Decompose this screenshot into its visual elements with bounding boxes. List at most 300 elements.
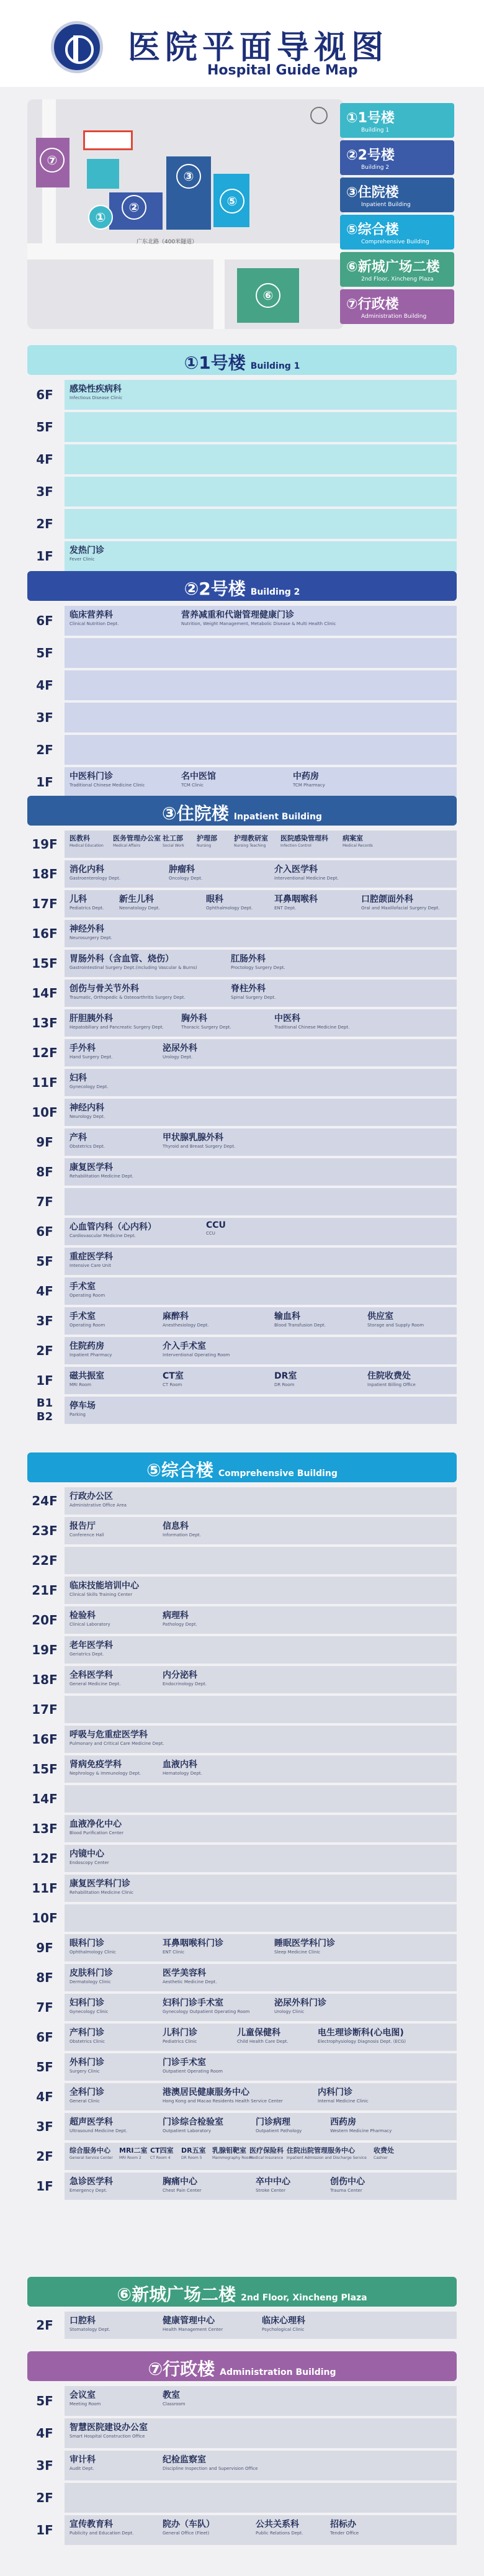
floor-bar <box>65 2053 457 2081</box>
floor-row <box>27 980 457 1007</box>
department-name: 外科门诊 <box>69 2058 104 2068</box>
department-name-en: Gastrointestinal Surgery Dept.(including Vascular & Burns) <box>69 965 197 970</box>
floor-row <box>27 703 457 732</box>
department-entry[interactable] <box>163 1310 209 1328</box>
department-name-en: Inpatient Admission and Discharge Service <box>287 2156 367 2160</box>
legend-item[interactable] <box>340 103 454 138</box>
department-entry[interactable] <box>163 1520 201 1538</box>
floor-row <box>27 638 457 668</box>
floor-bar <box>65 1367 457 1394</box>
department-entry[interactable] <box>163 2518 215 2536</box>
department-entry[interactable] <box>163 2389 186 2407</box>
legend-item[interactable] <box>340 252 454 287</box>
department-name: DR室 <box>274 1371 297 1381</box>
department-name: 教室 <box>163 2390 180 2400</box>
floor-label: 5F <box>36 646 53 660</box>
department-entry[interactable] <box>69 1937 116 1955</box>
department-entry[interactable] <box>181 770 216 788</box>
department-entry[interactable] <box>274 1012 349 1030</box>
department-entry[interactable] <box>330 2518 359 2536</box>
department-entry[interactable] <box>206 893 253 911</box>
floor-bar <box>65 1099 457 1126</box>
department-name: 病理科 <box>163 1611 189 1621</box>
badge-building-1: ① <box>88 205 113 230</box>
floor-label: 6F <box>36 387 53 402</box>
floor-row <box>27 1696 457 1723</box>
floor-row <box>27 2024 457 2051</box>
department-entry[interactable] <box>119 893 160 911</box>
section-subtitle: Building 1 <box>250 361 300 371</box>
floor-bar <box>65 2515 457 2545</box>
department-entry[interactable] <box>69 1520 104 1538</box>
floor-row <box>27 1755 457 1783</box>
floor-row <box>27 1815 457 1842</box>
floor-label: 8F <box>36 1970 53 1985</box>
department-name: 眼科门诊 <box>69 1939 104 1948</box>
department-entry[interactable] <box>330 2115 392 2133</box>
department-name: 审计科 <box>69 2455 96 2465</box>
department-entry[interactable] <box>150 2145 174 2160</box>
floor-label: 10F <box>32 1105 58 1120</box>
floor-bar <box>65 2173 457 2200</box>
department-entry[interactable] <box>374 2145 394 2160</box>
department-entry[interactable] <box>69 1877 133 1895</box>
department-entry[interactable] <box>69 1758 141 1776</box>
floor-row <box>27 2451 457 2480</box>
floor-bar <box>65 1158 457 1186</box>
department-name: MRI二室 <box>119 2146 148 2155</box>
floor-bar <box>65 2386 457 2416</box>
department-name-en: Anesthesiology Dept. <box>163 1323 209 1328</box>
department-name-en: Blood Purification Center <box>69 1831 124 1835</box>
department-entry[interactable] <box>163 1966 217 1984</box>
legend-item-sublabel: Comprehensive Building <box>361 239 429 245</box>
floor-label: 6F <box>36 2030 53 2045</box>
section-header[interactable] <box>27 345 457 375</box>
department-entry[interactable] <box>69 1280 105 1298</box>
department-entry[interactable] <box>69 1042 112 1060</box>
department-name: 临床营养科 <box>69 610 113 620</box>
department-entry[interactable] <box>293 770 325 788</box>
department-entry[interactable] <box>69 1579 139 1597</box>
department-entry[interactable] <box>280 833 328 848</box>
department-entry[interactable] <box>237 2026 289 2044</box>
department-entry[interactable] <box>69 2145 113 2160</box>
department-entry[interactable] <box>163 833 184 848</box>
legend-item[interactable] <box>340 140 454 175</box>
department-entry[interactable] <box>163 2056 223 2074</box>
department-entry[interactable] <box>163 1369 184 1387</box>
floor-bar <box>65 1964 457 1991</box>
department-entry[interactable] <box>163 2175 202 2193</box>
department-name: 急诊医学科 <box>69 2177 113 2187</box>
department-entry[interactable] <box>274 863 339 881</box>
floor-label: 5F <box>36 2060 53 2074</box>
floor-bar <box>65 1994 457 2021</box>
department-entry[interactable] <box>69 1161 133 1179</box>
department-entry[interactable] <box>69 2421 148 2439</box>
department-name: 呼吸与危重症医学科 <box>69 1730 148 1740</box>
department-name: 介入医学科 <box>274 865 318 875</box>
floor-bar <box>65 1726 457 1753</box>
department-name-en: Rehabilitation Medicine Dept. <box>69 1174 134 1179</box>
department-name-en: Outpatient Pathology <box>256 2128 302 2133</box>
department-entry[interactable] <box>343 833 373 848</box>
floor-label: 17F <box>32 896 58 911</box>
floor-row <box>27 1845 457 1872</box>
section-header[interactable] <box>27 571 457 601</box>
department-entry[interactable] <box>163 2086 283 2104</box>
department-entry[interactable] <box>113 833 161 848</box>
department-name-en: Neurology Dept. <box>69 1114 105 1119</box>
floor-bar <box>65 477 457 507</box>
department-entry[interactable] <box>274 1369 297 1387</box>
floor-row <box>27 2312 457 2339</box>
department-entry[interactable] <box>69 2389 101 2407</box>
department-entry[interactable] <box>361 893 440 911</box>
floor-label: 2F <box>36 516 53 531</box>
department-entry[interactable] <box>274 893 318 911</box>
floor-row <box>27 2173 457 2200</box>
floor-row <box>27 1666 457 1693</box>
legend-item-sublabel: Building 2 <box>361 164 390 171</box>
section-header[interactable] <box>27 2351 457 2381</box>
section-title: ⑦行政楼 <box>148 2359 215 2379</box>
floor-label: B1 B2 <box>36 1397 53 1423</box>
floor-bar <box>65 1039 457 1066</box>
department-name-en: Neonatology Dept. <box>119 906 160 911</box>
department-name: 血液内科 <box>163 1760 197 1770</box>
department-name: 健康管理中心 <box>163 2316 215 2326</box>
department-entry[interactable] <box>231 982 276 1000</box>
department-entry[interactable] <box>69 2086 104 2104</box>
floor-row <box>27 380 457 410</box>
department-entry[interactable] <box>163 1340 230 1358</box>
floor-bar <box>65 1577 457 1604</box>
floor-bar <box>65 1904 457 1932</box>
floor-row <box>27 1547 457 1574</box>
floor-row <box>27 1367 457 1394</box>
department-entry[interactable] <box>256 2518 303 2536</box>
department-entry[interactable] <box>212 2145 252 2160</box>
department-name-en: Thyroid and Breast Surgery Dept. <box>163 1144 236 1149</box>
floor-row <box>27 1875 457 1902</box>
department-entry[interactable] <box>274 1937 335 1955</box>
department-name-en: Meeting Room <box>69 2402 101 2407</box>
floor-row <box>27 1964 457 1991</box>
department-name-en: General Medicine Dept. <box>69 1682 121 1687</box>
department-name-en: Chest Pain Center <box>163 2188 202 2193</box>
department-name: 全科医学科 <box>69 1670 113 1680</box>
department-entry[interactable] <box>367 1369 416 1387</box>
department-name: 内科门诊 <box>318 2087 352 2097</box>
department-entry[interactable] <box>69 1101 105 1119</box>
department-entry[interactable] <box>318 2026 406 2044</box>
floor-label: 9F <box>36 1940 53 1955</box>
department-entry[interactable] <box>69 1012 164 1030</box>
department-entry[interactable] <box>69 1669 120 1687</box>
department-entry[interactable] <box>69 1817 123 1835</box>
logo-mark <box>73 35 78 61</box>
department-name-en: Aesthetic Medicine Dept. <box>163 1979 217 1984</box>
road-south <box>213 259 225 329</box>
road-main <box>27 243 344 259</box>
floor-bar <box>65 380 457 410</box>
section-header[interactable] <box>27 2277 457 2307</box>
badge-building-6: ⑥ <box>256 283 280 308</box>
department-name: 儿科 <box>69 894 87 904</box>
department-name-en: Storage and Supply Room <box>367 1323 424 1328</box>
floor-bar <box>65 1606 457 1634</box>
floor-label: 4F <box>36 678 53 693</box>
department-entry[interactable] <box>262 2314 305 2332</box>
legend-item[interactable] <box>340 178 454 212</box>
floor-bar <box>65 1397 457 1424</box>
floor-row <box>27 1307 457 1335</box>
legend-item-sublabel: 2nd Floor, Xincheng Plaza <box>361 276 434 282</box>
department-entry[interactable] <box>256 2175 290 2193</box>
floor-label: 19F <box>32 837 58 852</box>
department-name: 肛肠外科 <box>231 954 266 964</box>
department-entry[interactable] <box>69 1996 109 2014</box>
department-entry[interactable] <box>169 863 202 881</box>
department-name-en: Nursing Teaching <box>234 844 266 848</box>
department-name-en: Nursing <box>197 844 212 848</box>
department-entry[interactable] <box>69 893 104 911</box>
legend-item[interactable] <box>340 215 454 250</box>
department-name-en: Pathology Dept. <box>163 1622 197 1627</box>
floor-bar <box>65 670 457 700</box>
department-name-en: Fever Clinic <box>69 557 95 562</box>
department-name: 营养减重和代谢管理健康门诊 <box>181 610 294 620</box>
department-entry[interactable] <box>69 982 186 1000</box>
department-name: 住院药房 <box>69 1341 104 1351</box>
department-name-en: Dermatology Clinic <box>69 1979 111 1984</box>
department-name: 纪检监察室 <box>163 2455 206 2465</box>
department-entry[interactable] <box>163 1937 223 1955</box>
department-entry[interactable] <box>69 833 104 848</box>
department-name: 胸外科 <box>181 1014 207 1024</box>
floor-label: 16F <box>32 1732 58 1747</box>
department-entry[interactable] <box>69 1340 112 1358</box>
floor-label: 3F <box>36 1313 53 1328</box>
department-entry[interactable] <box>69 2518 133 2536</box>
floor-bar <box>65 1009 457 1037</box>
floor-row <box>27 1069 457 1096</box>
department-name: 妇科门诊 <box>69 1998 104 2008</box>
floor-label: 9F <box>36 1135 53 1150</box>
department-name: 住院收费处 <box>367 1371 411 1381</box>
department-name-en: Geriatrics Dept. <box>69 1652 104 1657</box>
department-entry[interactable] <box>163 2115 223 2133</box>
department-name-en: DR Room <box>274 1382 295 1387</box>
floor-label: 12F <box>32 1045 58 1060</box>
department-name: CT四室 <box>150 2146 174 2155</box>
department-name-en: TCM Clinic <box>181 783 204 788</box>
floor-bar <box>65 638 457 668</box>
floor-label: 2F <box>36 742 53 757</box>
floor-row <box>27 920 457 947</box>
floor-bar <box>65 1307 457 1335</box>
department-entry[interactable] <box>274 1310 326 1328</box>
floor-row <box>27 1039 457 1066</box>
department-name: 港澳居民健康服务中心 <box>163 2087 249 2097</box>
department-name: 儿科门诊 <box>163 2028 197 2038</box>
floor-row <box>27 2053 457 2081</box>
department-entry[interactable] <box>206 1220 226 1236</box>
department-name-en: Gynecology Outpatient Operating Room <box>163 2009 250 2014</box>
department-entry[interactable] <box>69 1369 104 1387</box>
department-entry[interactable] <box>163 1669 207 1687</box>
section-title: ②2号楼 <box>184 579 246 599</box>
department-name-en: Information Dept. <box>163 1533 201 1538</box>
department-name-en: Hand Surgery Dept. <box>69 1055 113 1060</box>
floor-label: 5F <box>36 420 53 435</box>
department-entry[interactable] <box>69 1490 127 1508</box>
department-entry[interactable] <box>69 2175 113 2193</box>
department-name: 感染性疾病科 <box>69 384 122 394</box>
floor-label: 1F <box>36 1373 53 1388</box>
floor-bar <box>65 1128 457 1156</box>
department-entry[interactable] <box>163 2453 258 2471</box>
department-name-en: DR Room 5 <box>181 2156 202 2160</box>
department-entry[interactable] <box>69 1639 113 1657</box>
floor-row <box>27 767 457 797</box>
floor-bar <box>65 1069 457 1096</box>
department-entry[interactable] <box>163 1758 202 1776</box>
department-name: 招标办 <box>330 2520 356 2529</box>
department-entry[interactable] <box>256 2115 302 2133</box>
legend-item-label: ③住院楼 <box>346 185 399 200</box>
section-header[interactable] <box>27 1452 457 1482</box>
department-entry[interactable] <box>69 2026 105 2044</box>
department-entry[interactable] <box>69 952 197 970</box>
department-entry[interactable] <box>69 1399 96 1417</box>
department-entry[interactable] <box>163 2026 197 2044</box>
department-entry[interactable] <box>330 2175 365 2193</box>
page-title: 医院平面导视图 <box>128 29 389 66</box>
department-entry[interactable] <box>69 1609 110 1627</box>
department-name-en: Neurosurgery Dept. <box>69 935 112 940</box>
department-name-en: Urology Dept. <box>163 1055 193 1060</box>
floor-bar <box>65 1934 457 1961</box>
department-entry[interactable] <box>69 1250 113 1268</box>
department-entry[interactable] <box>69 382 122 400</box>
floor-bar <box>65 1188 457 1215</box>
department-entry[interactable] <box>69 544 104 562</box>
department-entry[interactable] <box>69 1071 109 1089</box>
floor-bar <box>65 950 457 977</box>
department-entry[interactable] <box>69 2453 96 2471</box>
map-building-1[interactable] <box>87 159 119 189</box>
department-entry[interactable] <box>69 2314 110 2332</box>
department-entry[interactable] <box>163 1131 235 1149</box>
section-subtitle: Administration Building <box>220 2367 336 2377</box>
department-name: 住院出院管理服务中心 <box>287 2146 355 2155</box>
section-header[interactable] <box>27 796 457 826</box>
department-name: 输血科 <box>274 1312 300 1322</box>
badge-building-7: ⑦ <box>40 148 65 173</box>
floor-row <box>27 1994 457 2021</box>
department-name-en: Urology Clinic <box>274 2009 305 2014</box>
department-entry[interactable] <box>69 1728 164 1746</box>
department-entry[interactable] <box>181 2145 206 2160</box>
department-entry[interactable] <box>69 1220 156 1238</box>
department-entry[interactable] <box>69 922 112 940</box>
department-entry[interactable] <box>69 1966 113 1984</box>
department-name: 中医科 <box>274 1014 300 1024</box>
department-name-en: Parking <box>69 1412 86 1417</box>
department-entry[interactable] <box>197 833 217 848</box>
department-entry[interactable] <box>249 2145 284 2160</box>
floor-label: 1F <box>36 2523 53 2538</box>
department-entry[interactable] <box>274 1996 326 2014</box>
department-entry[interactable] <box>318 2086 369 2104</box>
department-entry[interactable] <box>287 2145 367 2160</box>
department-name: 手术室 <box>69 1312 96 1322</box>
site-map[interactable] <box>27 99 344 329</box>
department-entry[interactable] <box>181 608 336 626</box>
department-name: 创伤中心 <box>330 2177 365 2187</box>
department-entry[interactable] <box>367 1310 424 1328</box>
department-name-en: Interventional Medicine Dept. <box>274 876 339 881</box>
department-name: 中医科门诊 <box>69 772 113 781</box>
floor-row <box>27 890 457 917</box>
department-entry[interactable] <box>163 2314 223 2332</box>
department-name: 手术室 <box>69 1282 96 1292</box>
floor-label: 3F <box>36 2458 53 2473</box>
department-entry[interactable] <box>234 833 268 848</box>
floor-label: 15F <box>32 956 58 971</box>
department-name: 临床心理科 <box>262 2316 305 2326</box>
legend-item[interactable] <box>340 289 454 324</box>
department-name-en: Endocrinology Dept. <box>163 1682 207 1687</box>
department-entry[interactable] <box>163 1996 249 2014</box>
department-name-en: Clinical Nutrition Dept. <box>69 621 119 626</box>
department-entry[interactable] <box>231 952 285 970</box>
department-entry[interactable] <box>69 608 119 626</box>
floor-row <box>27 444 457 474</box>
floor-row <box>27 412 457 442</box>
department-name: 收费处 <box>374 2146 394 2155</box>
department-name: 胸痛中心 <box>163 2177 197 2187</box>
department-entry[interactable] <box>69 1847 109 1865</box>
department-entry[interactable] <box>69 1131 105 1149</box>
floor-row <box>27 1904 457 1932</box>
department-entry[interactable] <box>119 2145 148 2160</box>
department-entry[interactable] <box>69 770 145 788</box>
department-entry[interactable] <box>181 1012 231 1030</box>
floor-label: 1F <box>36 549 53 564</box>
department-name: 磁共振室 <box>69 1371 104 1381</box>
department-name: 社工部 <box>163 834 183 842</box>
department-entry[interactable] <box>69 2056 104 2074</box>
department-entry[interactable] <box>163 1609 197 1627</box>
floor-row <box>27 1577 457 1604</box>
department-name-en: Pulmonary and Critical Care Medicine Dept. <box>69 1741 164 1746</box>
department-name: 口腔科 <box>69 2316 96 2326</box>
legend-item-sublabel: Inpatient Building <box>361 202 411 208</box>
department-entry[interactable] <box>69 2115 127 2133</box>
department-name: 手外科 <box>69 1043 96 1053</box>
floor-bar <box>65 735 457 765</box>
department-name-en: Infection Control <box>280 844 311 848</box>
floor-row <box>27 509 457 539</box>
department-entry[interactable] <box>163 1042 197 1060</box>
department-entry[interactable] <box>69 1310 105 1328</box>
floor-row <box>27 2083 457 2110</box>
department-entry[interactable] <box>69 863 120 881</box>
